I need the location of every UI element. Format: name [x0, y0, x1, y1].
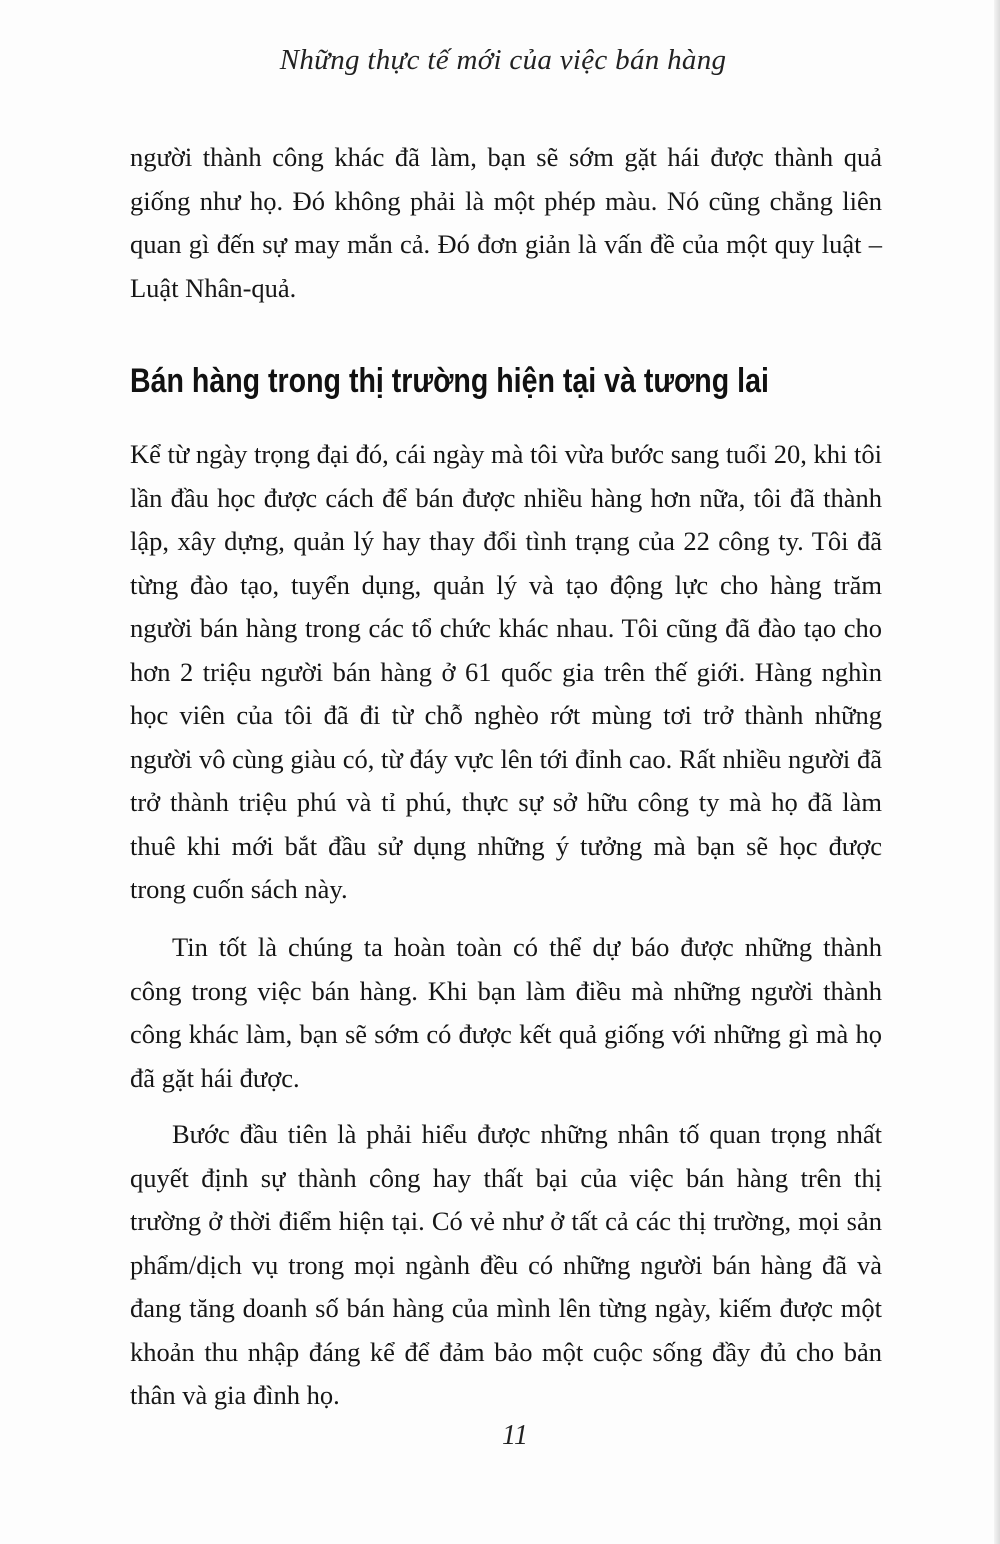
section-heading: Bán hàng trong thị trường hiện tại và tương lai [130, 362, 769, 400]
page-edge-shadow [994, 0, 1000, 1544]
paragraph-intro: Kể từ ngày trọng đại đó, cái ngày mà tôi vừa bước sang tuổi 20, khi tôi lần đầu học được cách để bán được nhiều hàng hơn nữa, tôi đã thành lập, xây dựng, quản lý hay thay đổi tình trạng của 22 công ty. Tôi đã từng đào tạo, tuyển dụng, quản lý và tạo động lực cho hàng trăm người bán hàng trong các tổ chức khác nhau. Tôi cũng đã đào tạo cho hơn 2 triệu người bán hàng ở 61 quốc gia trên thế giới. Hàng nghìn học viên của tôi đã đi từ chỗ nghèo rớt mùng tơi trở thành những người vô cùng giàu có, từ đáy vực lên tới đỉnh cao. Rất nhiều người đã trở thành triệu phú và tỉ phú, thực sự sở hữu công ty mà họ đã làm thuê khi mới bắt đầu sử dụng những ý tưởng mà bạn sẽ học được trong cuốn sách này. [130, 439, 882, 904]
paragraph-good-news: Tin tốt là chúng ta hoàn toàn có thể dự báo được những thành công trong việc bán hàng. Khi bạn làm điều mà những người thành công khác làm, bạn sẽ sớm có được kết quả giống với những gì mà họ đã gặt hái được. [130, 932, 882, 1093]
page-number: 11 [502, 1420, 528, 1451]
paragraph-continuation: người thành công khác đã làm, bạn sẽ sớm gặt hái được thành quả giống như họ. Đó không phải là một phép màu. Nó cũng chẳng liên quan gì đến sự may mắn cả. Đó đơn giản là vấn đề của một quy luật – Luật Nhân-quả. [130, 142, 882, 303]
paragraph-first-step: Bước đầu tiên là phải hiểu được những nhân tố quan trọng nhất quyết định sự thành công hay thất bại của việc bán hàng trên thị trường ở thời điểm hiện tại. Có vẻ như ở tất cả các thị trường, mọi sản phẩm/dịch vụ trong mọi ngành đều có những người bán hàng đã và đang tăng doanh số bán hàng của mình lên từng ngày, kiếm được một khoản thu nhập đáng kể để đảm bảo một cuộc sống đầy đủ cho bản thân và gia đình họ. [130, 1119, 882, 1410]
running-head: Những thực tế mới của việc bán hàng [279, 44, 727, 76]
